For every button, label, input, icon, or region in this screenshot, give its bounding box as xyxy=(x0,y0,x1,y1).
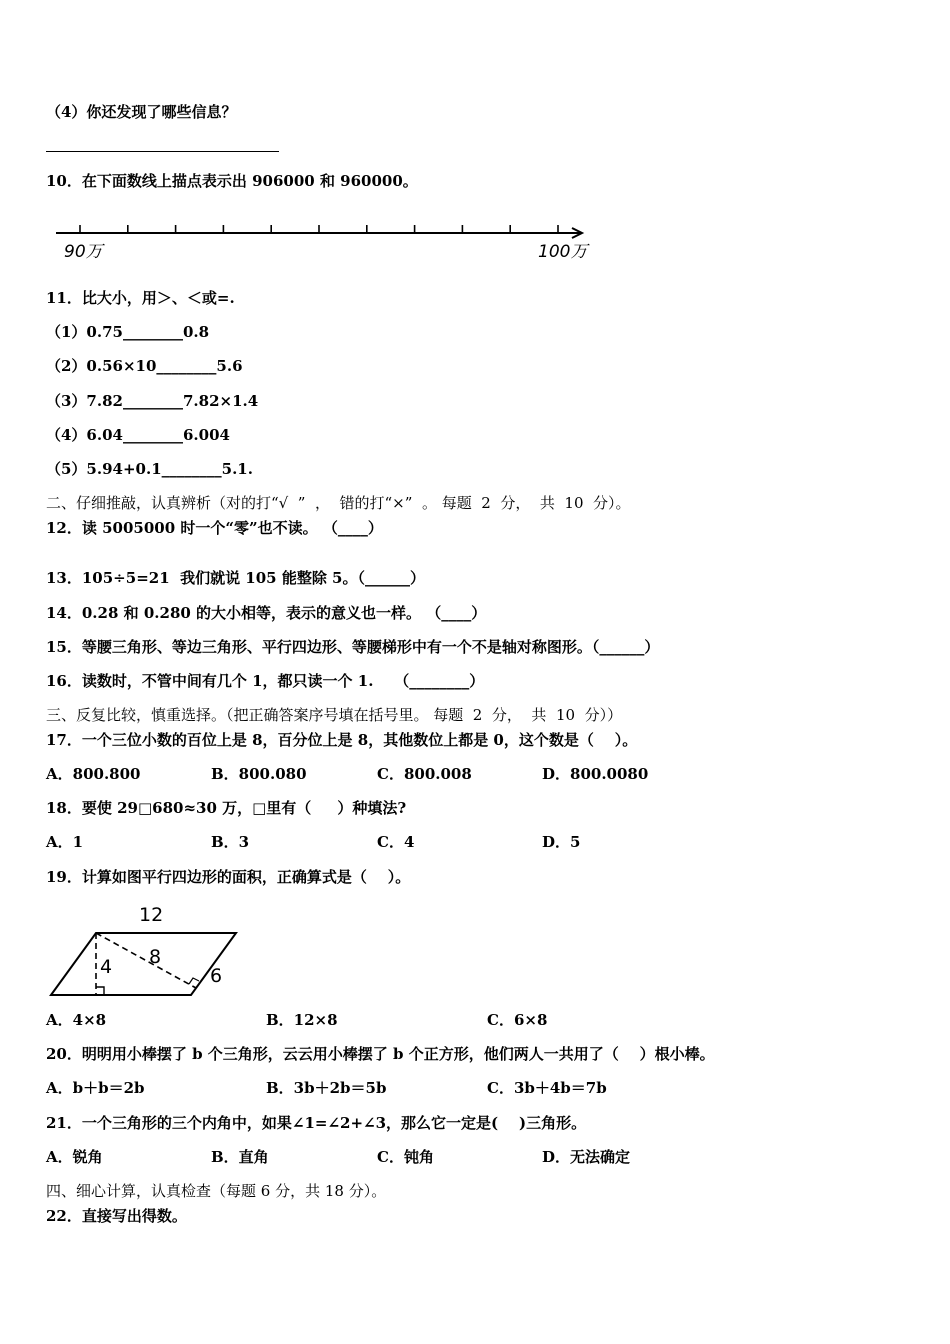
q14-text: 14．0.28 和 0.280 的大小相等，表示的意义也一样。 （____） xyxy=(46,604,487,622)
label-diag-8: 8 xyxy=(149,946,162,968)
section2-title: 二、仔细推敲，认真辨析（对的打“√ ” ， 错的打“×” 。 每题 2 分， 共 10 分）。 xyxy=(46,494,631,512)
parallelogram-outline xyxy=(51,933,236,995)
q20-option-c: C．3b＋4b＝7b xyxy=(487,1079,607,1097)
q21-option-b: B．直角 xyxy=(211,1148,269,1166)
number-line-end-label: 100万 xyxy=(538,242,588,262)
label-top-12: 12 xyxy=(139,904,164,926)
number-line-ticks xyxy=(80,225,558,233)
q11-item-3: （3）7.82________7.82×1.4 xyxy=(46,392,259,410)
q19-option-a: A．4×8 xyxy=(46,1011,107,1029)
section4-title: 四、细心计算，认真检查（每题 6 分，共 18 分）。 xyxy=(46,1182,387,1200)
q17-option-b: B．800.080 xyxy=(211,765,307,783)
q9-sub4: （4）你还发现了哪些信息？ xyxy=(46,103,237,121)
q18-option-c: C．4 xyxy=(377,833,415,851)
q17-option-d: D．800.0080 xyxy=(542,765,649,783)
q11-text: 11．比大小，用＞、＜或=. xyxy=(46,289,235,307)
q17-option-a: A．800.800 xyxy=(46,765,141,783)
right-angle-mark xyxy=(96,987,104,995)
section3-title: 三、反复比较，慎重选择。（把正确答案序号填在括号里。 每题 2 分， 共 10 分）） xyxy=(46,706,623,724)
q20-option-b: B．3b＋2b＝5b xyxy=(266,1079,387,1097)
q11-item-2: （2）0.56×10________5.6 xyxy=(46,357,243,375)
q19-option-c: C．6×8 xyxy=(487,1011,548,1029)
right-angle-mark-2 xyxy=(189,978,199,984)
number-line-start-label: 90万 xyxy=(64,242,103,262)
q21-option-c: C．钝角 xyxy=(377,1148,434,1166)
label-height-4: 4 xyxy=(100,956,113,978)
q12-text: 12．读 5005000 时一个“零”也不读。 （____） xyxy=(46,519,383,537)
q13-text: 13．105÷5=21 我们就说 105 能整除 5。（______） xyxy=(46,569,425,587)
q16-text: 16．读数时，不管中间有几个 1，都只读一个 1. （________） xyxy=(46,672,485,690)
q15-text: 15．等腰三角形、等边三角形、平行四边形、等腰梯形中有一个不是轴对称图形。（______） xyxy=(46,638,660,656)
answer-line xyxy=(46,151,279,152)
q20-option-a: A．b＋b＝2b xyxy=(46,1079,145,1097)
number-line xyxy=(50,214,595,264)
parallelogram-figure xyxy=(44,898,244,1002)
q18-option-a: A．1 xyxy=(46,833,84,851)
q17-option-c: C．800.008 xyxy=(377,765,472,783)
q22-text: 22．直接写出得数。 xyxy=(46,1207,187,1225)
q18-text: 18．要使 29□680≈30 万，□里有（ ）种填法? xyxy=(46,799,407,817)
q21-option-a: A．锐角 xyxy=(46,1148,103,1166)
q19-text: 19．计算如图平行四边形的面积，正确算式是（ ）。 xyxy=(46,868,411,886)
label-side-6: 6 xyxy=(210,965,223,987)
q20-text: 20．明明用小棒摆了 b 个三角形，云云用小棒摆了 b 个正方形，他们两人一共用了（ ）根小棒。 xyxy=(46,1045,715,1063)
q21-text: 21．一个三角形的三个内角中，如果∠1=∠2+∠3，那么它一定是( )三角形。 xyxy=(46,1114,587,1132)
q17-text: 17．一个三位小数的百位上是 8，百分位上是 8，其他数位上都是 0，这个数是（ ）。 xyxy=(46,731,638,749)
q21-option-d: D．无法确定 xyxy=(542,1148,631,1166)
q18-option-d: D．5 xyxy=(542,833,581,851)
q10-text: 10．在下面数线上描点表示出 906000 和 960000。 xyxy=(46,172,418,190)
q18-option-b: B．3 xyxy=(211,833,250,851)
q11-item-5: （5）5.94+0.1________5.1. xyxy=(46,460,253,478)
q19-option-b: B．12×8 xyxy=(266,1011,338,1029)
q11-item-1: （1）0.75________0.8 xyxy=(46,323,210,341)
q11-item-4: （4）6.04________6.004 xyxy=(46,426,230,444)
